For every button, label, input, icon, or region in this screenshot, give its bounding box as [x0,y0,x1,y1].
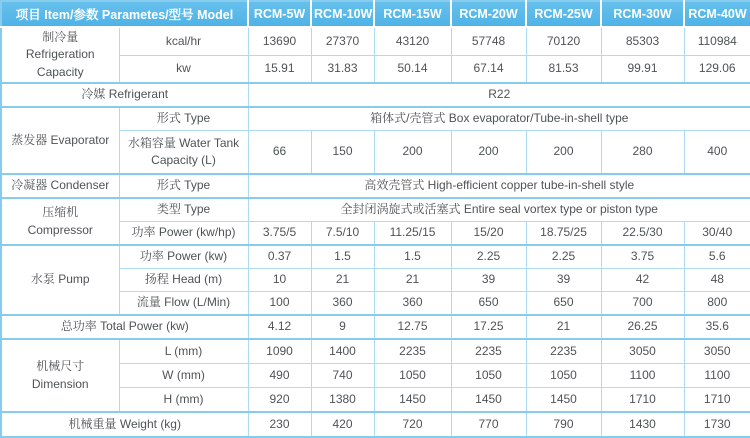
value-cell: 1380 [311,388,374,413]
value-cell: 650 [526,292,601,316]
value-cell: 39 [526,269,601,292]
value-cell: 27370 [311,27,374,55]
value-cell: 1710 [601,388,684,413]
model-header-rcm-10w: RCM-10W [311,1,374,27]
value-cell: 1430 [601,412,684,437]
sub-label-compressor-type: 类型 Type [119,198,248,222]
value-cell: 1450 [526,388,601,413]
value-cell: 230 [248,412,311,437]
model-header-rcm-25w: RCM-25W [526,1,601,27]
value-cell: 1400 [311,339,374,364]
value-cell: 43120 [374,27,451,55]
value-cell: 360 [374,292,451,316]
value-cell: 26.25 [601,315,684,339]
group-label-condenser: 冷凝器 Condenser [1,174,119,198]
value-cell: 1100 [601,364,684,388]
value-cell: 21 [374,269,451,292]
sub-label-condenser-type: 形式 Type [119,174,248,198]
value-cell: 21 [526,315,601,339]
value-cell: 700 [601,292,684,316]
value-cell: 1050 [526,364,601,388]
value-cell: 360 [311,292,374,316]
value-cell: 12.75 [374,315,451,339]
value-condenser-type: 高效壳管式 High-efficient copper tube-in-shell style [248,174,750,198]
value-cell: 920 [248,388,311,413]
value-cell: 9 [311,315,374,339]
sub-label-kcal: kcal/hr [119,27,248,55]
value-cell: 35.6 [684,315,750,339]
row-compressor-type [1,198,750,222]
value-cell: 22.5/30 [601,222,684,246]
sub-label-compressor-power: 功率 Power (kw/hp) [119,222,248,246]
label-total-power: 总功率 Total Power (kw) [1,315,248,339]
value-cell: 21 [311,269,374,292]
value-cell: 2.25 [451,245,526,269]
sub-label-pump-power: 功率 Power (kw) [119,245,248,269]
sub-label-pump-head: 扬程 Head (m) [119,269,248,292]
group-label-compressor: 压缩机 Compressor [1,198,119,245]
value-cell: 99.91 [601,55,684,83]
value-cell: 39 [451,269,526,292]
value-cell: 30/40 [684,222,750,246]
model-header-rcm-15w: RCM-15W [374,1,451,27]
sub-label-dimension-l: L (mm) [119,339,248,364]
value-cell: 15.91 [248,55,311,83]
value-cell: 1.5 [311,245,374,269]
value-cell: 81.53 [526,55,601,83]
value-cell: 4.12 [248,315,311,339]
row-evaporator-type [1,107,750,131]
value-cell: 200 [526,131,601,175]
value-cell: 3050 [684,339,750,364]
value-cell: 1730 [684,412,750,437]
value-cell: 650 [451,292,526,316]
value-cell: 0.37 [248,245,311,269]
value-cell: 200 [374,131,451,175]
value-cell: 2.25 [526,245,601,269]
row-pump-power [1,245,750,269]
row-refrigeration-kcal [1,27,750,55]
value-cell: 129.06 [684,55,750,83]
value-cell: 490 [248,364,311,388]
value-cell: 3.75 [601,245,684,269]
value-cell: 150 [311,131,374,175]
value-cell: 85303 [601,27,684,55]
value-cell: 50.14 [374,55,451,83]
value-cell: 2235 [526,339,601,364]
value-cell: 17.25 [451,315,526,339]
value-cell: 10 [248,269,311,292]
value-cell: 1090 [248,339,311,364]
value-cell: 100 [248,292,311,316]
value-cell: 1450 [451,388,526,413]
value-cell: 67.14 [451,55,526,83]
value-cell: 200 [451,131,526,175]
value-cell: 13690 [248,27,311,55]
value-cell: 42 [601,269,684,292]
row-refrigerant [1,83,750,107]
sub-label-water-tank: 水箱容量 Water Tank Capacity (L) [119,131,248,175]
model-header-rcm-40w: RCM-40W [684,1,750,27]
value-cell: 48 [684,269,750,292]
model-header-rcm-20w: RCM-20W [451,1,526,27]
value-cell: 720 [374,412,451,437]
value-cell: 18.75/25 [526,222,601,246]
value-cell: 57748 [451,27,526,55]
value-cell: 3.75/5 [248,222,311,246]
value-cell: 770 [451,412,526,437]
model-header-rcm-5w: RCM-5W [248,1,311,27]
row-weight [1,412,750,437]
corner-header: 项目 Item/参数 Parametes/型号 Model [1,1,248,27]
value-cell: 7.5/10 [311,222,374,246]
value-cell: 420 [311,412,374,437]
label-refrigerant: 冷媒 Refrigerant [1,83,248,107]
value-cell: 790 [526,412,601,437]
group-label-pump: 水泵 Pump [1,245,119,315]
value-cell: 66 [248,131,311,175]
row-total-power [1,315,750,339]
sub-label-kw: kw [119,55,248,83]
group-label-dimension: 机械尺寸 Dimension [1,339,119,412]
value-cell: 11.25/15 [374,222,451,246]
value-cell: 1100 [684,364,750,388]
model-header-rcm-30w: RCM-30W [601,1,684,27]
sub-label-evaporator-type: 形式 Type [119,107,248,131]
value-cell: 1450 [374,388,451,413]
group-label-evaporator: 蒸发器 Evaporator [1,107,119,174]
value-cell: 280 [601,131,684,175]
row-condenser-type [1,174,750,198]
value-cell: 400 [684,131,750,175]
value-compressor-type: 全封闭涡旋式或活塞式 Entire seal vortex type or piston type [248,198,750,222]
value-cell: 800 [684,292,750,316]
value-cell: 1710 [684,388,750,413]
value-cell: 1050 [451,364,526,388]
value-cell: 110984 [684,27,750,55]
sub-label-pump-flow: 流量 Flow (L/Min) [119,292,248,316]
value-cell: 3050 [601,339,684,364]
value-cell: 15/20 [451,222,526,246]
value-cell: 1050 [374,364,451,388]
row-dimension-l [1,339,750,364]
value-cell: 2235 [451,339,526,364]
label-weight: 机械重量 Weight (kg) [1,412,248,437]
value-refrigerant: R22 [248,83,750,107]
value-cell: 2235 [374,339,451,364]
sub-label-dimension-h: H (mm) [119,388,248,413]
header-row [1,1,750,27]
sub-label-dimension-w: W (mm) [119,364,248,388]
value-evaporator-type: 箱体式/壳管式 Box evaporator/Tube-in-shell type [248,107,750,131]
value-cell: 1.5 [374,245,451,269]
value-cell: 70120 [526,27,601,55]
value-cell: 5.6 [684,245,750,269]
value-cell: 740 [311,364,374,388]
value-cell: 31.83 [311,55,374,83]
group-label-refrigeration: 制冷量 Refrigeration Capacity [1,27,119,83]
